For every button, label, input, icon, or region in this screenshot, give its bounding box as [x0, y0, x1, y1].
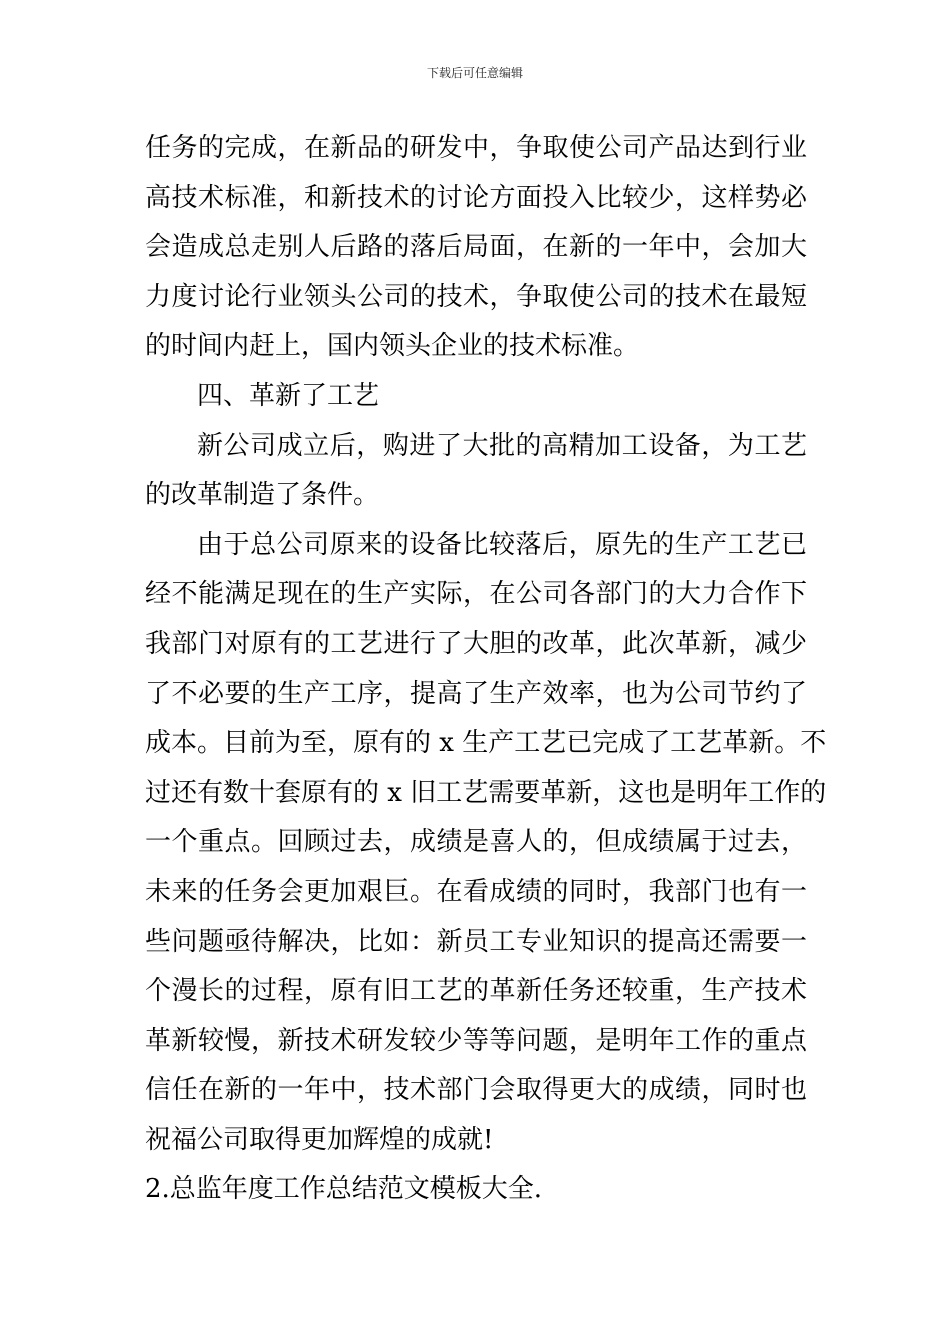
- text-line: 的改革制造了条件。: [145, 480, 380, 511]
- text-line: 祝福公司取得更加辉煌的成就!: [145, 1124, 494, 1155]
- text-line: 未来的任务会更加艰巨。在看成绩的同时，我部门也有一: [145, 876, 807, 907]
- text-line: 我部门对原有的工艺进行了大胆的改革，此次革新，减少: [145, 628, 807, 659]
- text-line: 由于总公司原来的设备比较落后，原先的生产工艺已: [197, 529, 807, 560]
- page-header: 下载后可任意编辑: [426, 66, 523, 80]
- text-line: 了不必要的生产工序，提高了生产效率，也为公司节约了: [145, 678, 807, 709]
- text-line: 过还有数十套原有的 x 旧工艺需要革新，这也是明年工作的: [145, 777, 827, 808]
- text-line: 经不能满足现在的生产实际，在公司各部门的大力合作下: [145, 579, 807, 610]
- text-line: 力度讨论行业领头公司的技术，争取使公司的技术在最短: [145, 281, 807, 312]
- text-line: 革新较慢，新技术研发较少等等问题，是明年工作的重点: [145, 1025, 807, 1056]
- text-line: 高技术标准，和新技术的讨论方面投入比较少，这样势必: [145, 182, 807, 213]
- text-line: 会造成总走别人后路的落后局面，在新的一年中，会加大: [145, 232, 807, 263]
- text-line: 2.总监年度工作总结范文模板大全.: [145, 1174, 543, 1205]
- text-line: 些问题亟待解决，比如：新员工专业知识的提高还需要一: [145, 926, 807, 957]
- text-line: 的时间内赶上，国内领头企业的技术标准。: [145, 331, 640, 362]
- text-line: 任务的完成，在新品的研发中，争取使公司产品达到行业: [145, 133, 807, 163]
- text-line: 成本。目前为至，原有的 x 生产工艺已完成了工艺革新。不: [145, 728, 827, 759]
- text-line: 一个重点。回顾过去，成绩是喜人的，但成绩属于过去，: [145, 827, 807, 858]
- text-line: 新公司成立后，购进了大批的高精加工设备，为工艺: [197, 430, 807, 461]
- document-body: [145, 124, 827, 1215]
- text-line: 信任在新的一年中，技术部门会取得更大的成绩，同时也: [145, 1075, 807, 1106]
- text-line: 四、革新了工艺: [197, 380, 380, 411]
- text-line: 个漫长的过程，原有旧工艺的革新任务还较重，生产技术: [145, 976, 807, 1007]
